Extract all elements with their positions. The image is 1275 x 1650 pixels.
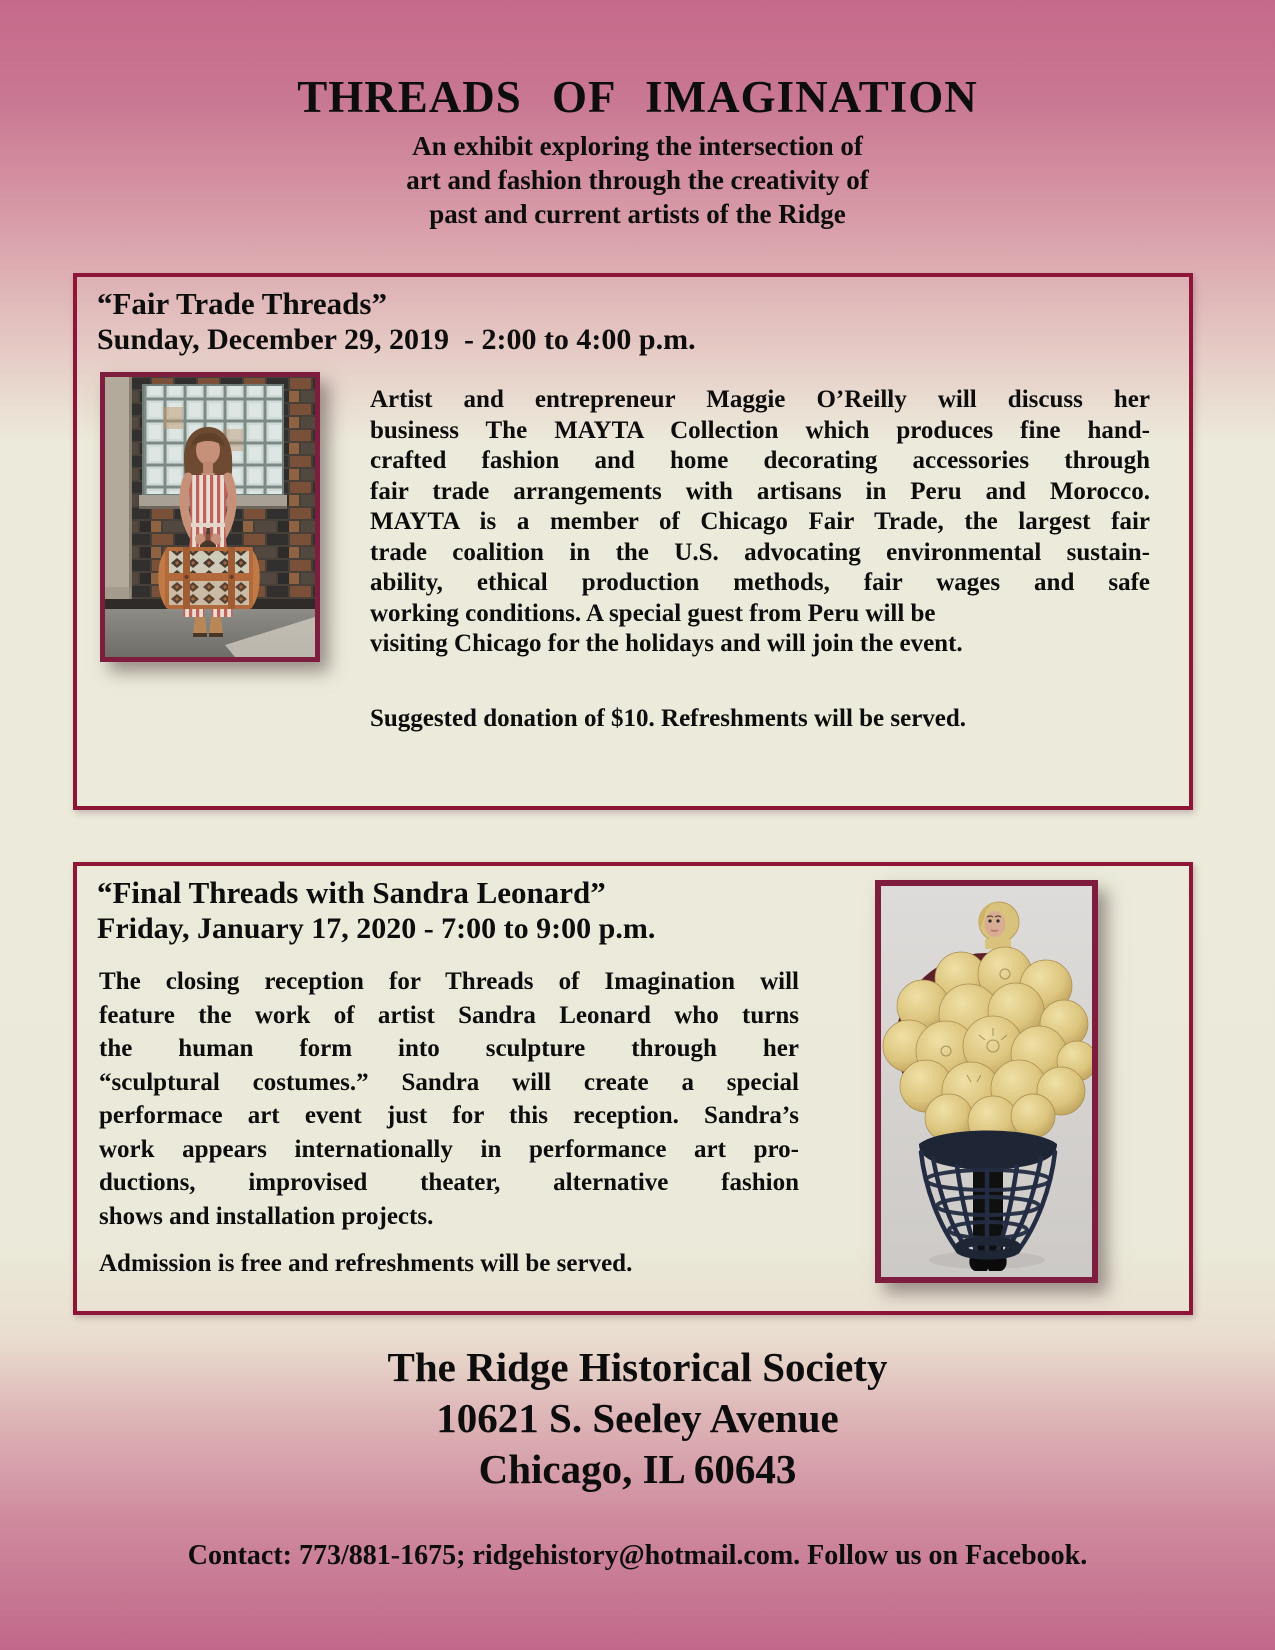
text-line: work appears internationally in performance art pro- <box>99 1135 799 1163</box>
text-line: The closing reception for Threads of Imagination will <box>99 968 799 995</box>
event1-title: “Fair Trade Threads” <box>97 286 387 321</box>
text-line: shows and installation projects. <box>99 1202 434 1230</box>
event1-heading <box>77 277 1189 358</box>
text-line: the human form into sculpture through her <box>99 1035 799 1062</box>
text-line: “sculptural costumes.” Sandra will create a special <box>99 1068 799 1096</box>
text-line: crafted fashion and home decorating accessories through <box>370 447 1150 474</box>
text-line: past and current artists of the Ridge <box>429 199 846 229</box>
text-line: visiting Chicago for the holidays and will join the event. <box>370 630 963 657</box>
contact-line: Contact: 773/881-1675; ridgehistory@hotmail.com. Follow us on Facebook. <box>187 1540 1088 1571</box>
page-title: THREADS OF IMAGINATION <box>297 72 978 122</box>
event1-photo <box>100 372 320 662</box>
venue-name: The Ridge Historical Society <box>387 1344 888 1390</box>
text-line: MAYTA is a member of Chicago Fair Trade, the largest fair <box>370 508 1150 535</box>
text-line: performace art event just for this reception. Sandra’s <box>99 1102 799 1129</box>
text-line: working conditions. A special guest from Peru will be <box>370 599 936 627</box>
event2-body <box>99 965 799 1233</box>
event2-note: Admission is free and refreshments will be served. <box>99 1250 633 1277</box>
event2-datetime: Friday, January 17, 2020 - 7:00 to 9:00 p.m. <box>97 912 656 945</box>
venue-address-street: 10621 S. Seeley Avenue <box>436 1395 839 1441</box>
text-line: trade coalition in the U.S. advocating environmental sustain- <box>370 538 1150 566</box>
page-subtitle <box>0 129 1275 231</box>
event2-title: “Final Threads with Sandra Leonard” <box>97 875 606 910</box>
text-line: ability, ethical production methods, fair wages and safe <box>370 569 1150 596</box>
text-line: business The MAYTA Collection which produces fine hand- <box>370 416 1150 444</box>
text-line: ductions, improvised theater, alternative fashion <box>99 1169 799 1196</box>
event1-note: Suggested donation of $10. Refreshments will be served. <box>370 705 967 732</box>
text-line: Artist and entrepreneur Maggie O’Reilly will discuss her <box>370 386 1150 413</box>
event1-datetime: Sunday, December 29, 2019 - 2:00 to 4:00 p.m. <box>97 323 696 356</box>
text-line: feature the work of artist Sandra Leonard who turns <box>99 1001 799 1029</box>
event2-box <box>73 862 1193 1315</box>
event2-photo <box>875 880 1098 1283</box>
event1-body <box>370 385 1150 660</box>
event1-box <box>73 273 1193 810</box>
venue-block <box>0 1342 1275 1495</box>
text-line: art and fashion through the creativity of <box>406 165 869 195</box>
venue-address-city: Chicago, IL 60643 <box>478 1446 797 1492</box>
text-line: fair trade arrangements with artisans in Peru and Morocco. <box>370 477 1150 505</box>
event1-photo-illustration <box>105 377 315 657</box>
event2-photo-illustration <box>881 886 1092 1277</box>
text-line: An exhibit exploring the intersection of <box>412 131 863 161</box>
flyer-header <box>0 72 1275 231</box>
